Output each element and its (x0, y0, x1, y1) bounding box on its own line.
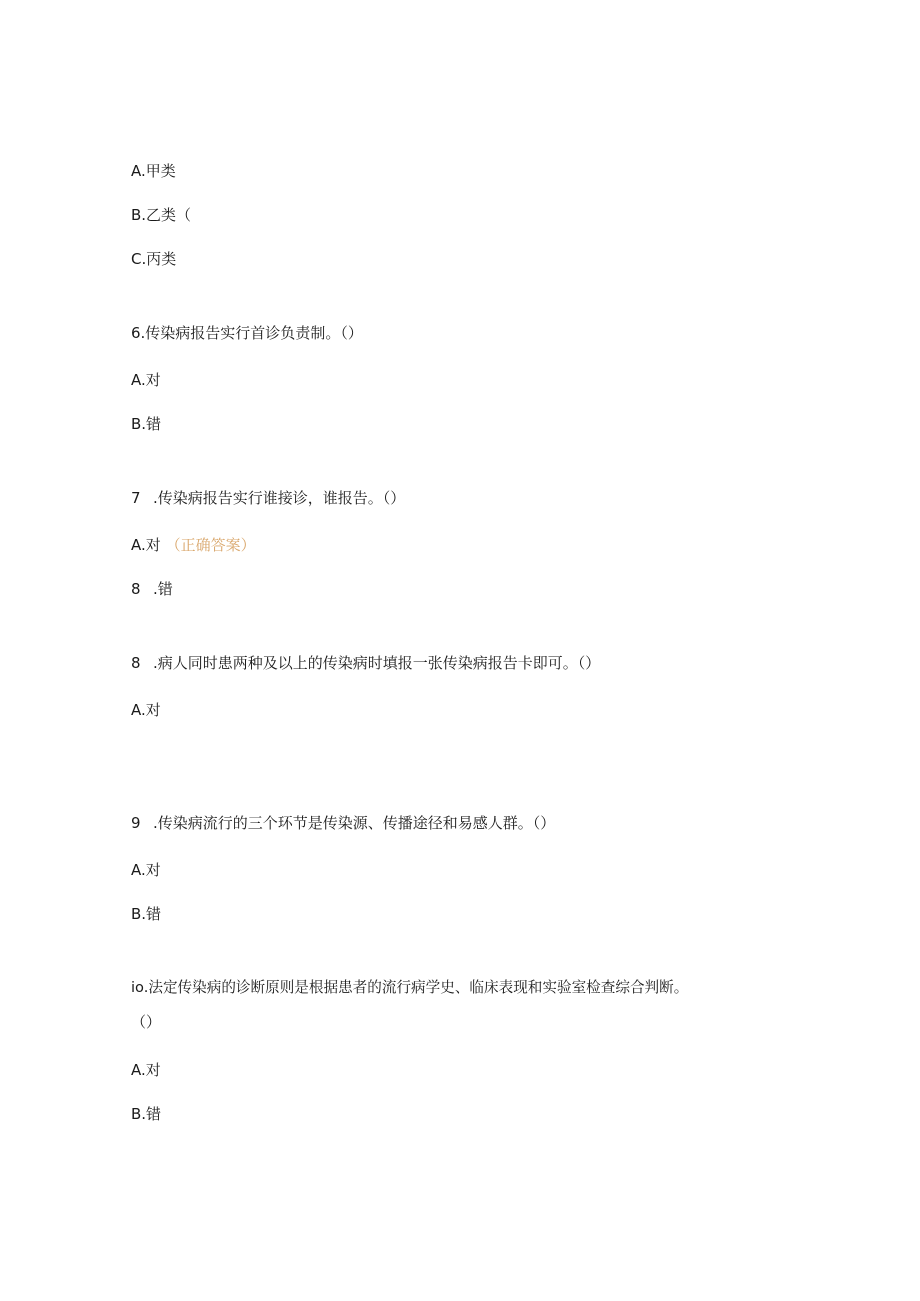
q10-option-b: B.错 (131, 1105, 162, 1123)
q9-question: .传染病流行的三个环节是传染源、传播途径和易感人群。（） (153, 814, 556, 832)
q5-option-c: C.丙类 (131, 250, 177, 268)
q7-option-a: A.对 (131, 536, 161, 554)
q6-question: 6.传染病报告实行首诊负责制。（） (131, 324, 363, 342)
q9-number: 9 (131, 814, 141, 832)
q8-question-line (131, 653, 600, 673)
q7-question: .传染病报告实行谁接诊，谁报告。（） (153, 489, 406, 507)
q7-option-b-line (131, 579, 173, 599)
q6-option-b: B.错 (131, 415, 162, 433)
correct-answer-note: （正确答案） (165, 536, 256, 554)
q7-question-line (131, 488, 405, 508)
q5-option-b: B.乙类（ (131, 206, 192, 224)
q8-number: 8 (131, 654, 141, 672)
q5-option-a: A.甲类 (131, 162, 176, 180)
q7-option-a-line (131, 535, 256, 555)
q7-option-b: .错 (153, 580, 173, 598)
q7-option-b-number: 8 (131, 580, 141, 598)
q8-question: .病人同时患两种及以上的传染病时填报一张传染病报告卡即可。（） (153, 654, 601, 672)
q10-question-cont: （） (131, 1013, 162, 1031)
q10-question: io.法定传染病的诊断原则是根据患者的流行病学史、临床表现和实验室检查综合判断。 (131, 979, 689, 996)
q9-option-a: A.对 (131, 861, 161, 879)
q9-option-b: B.错 (131, 905, 162, 923)
q6-option-a: A.对 (131, 371, 161, 389)
q10-option-a: A.对 (131, 1061, 161, 1079)
q8-option-a: A.对 (131, 701, 161, 719)
q7-number: 7 (131, 489, 141, 507)
q9-question-line (131, 813, 555, 833)
